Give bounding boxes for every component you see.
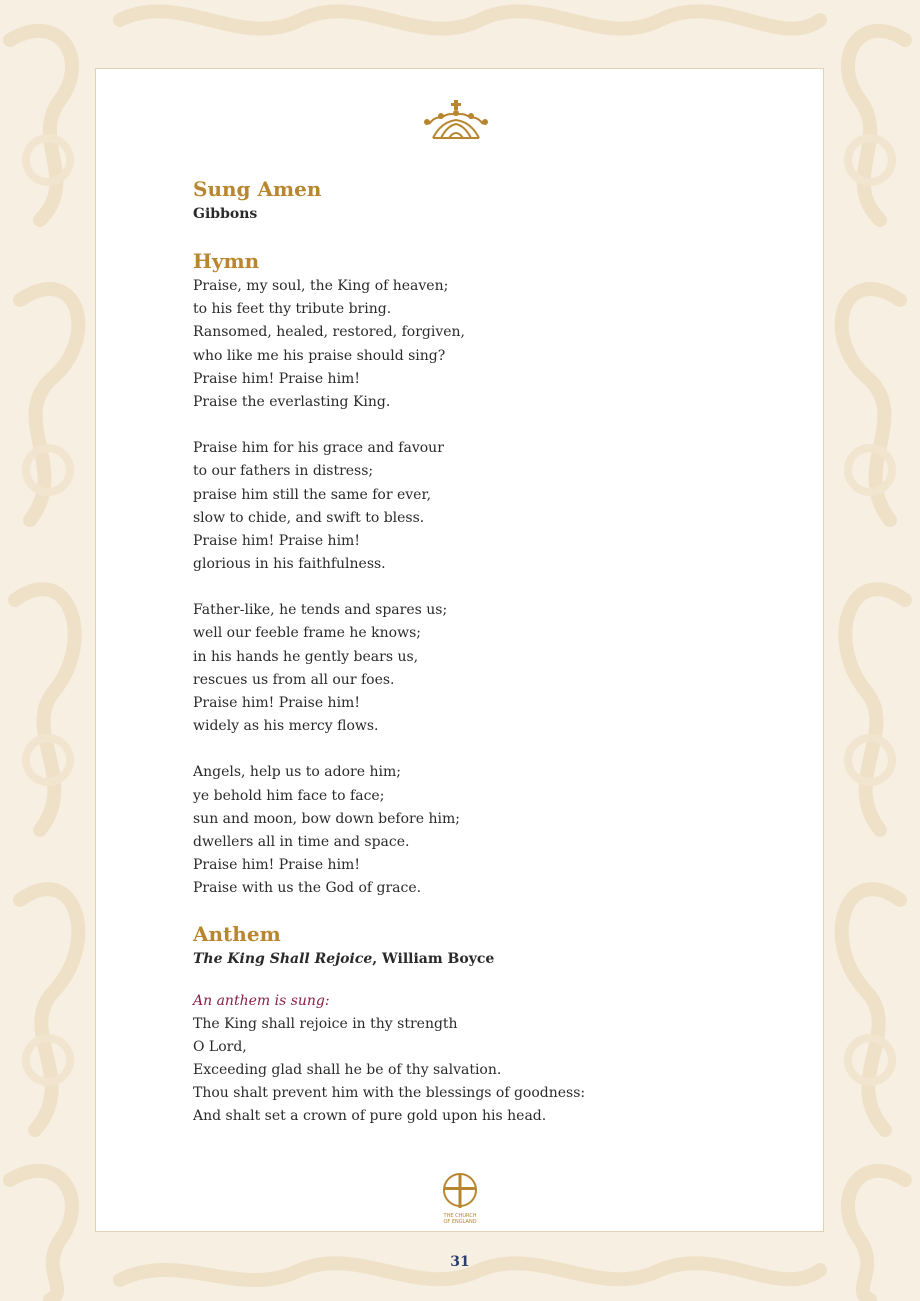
anthem-line: The King shall rejoice in thy strength	[193, 1015, 458, 1032]
anthem-composer: , William Boyce	[372, 950, 495, 967]
hymn-stanza	[193, 275, 793, 414]
anthem-line: Exceeding glad shall he be of thy salvation.	[193, 1061, 502, 1078]
hymn-line: sun and moon, bow down before him;	[193, 810, 460, 827]
anthem-line: And shalt set a crown of pure gold upon his head.	[193, 1108, 547, 1125]
anthem-work-title: The King Shall Rejoice	[193, 950, 373, 967]
hymn-stanza	[193, 437, 793, 576]
hymn-line: Angels, help us to adore him;	[193, 764, 401, 781]
hymn-line: ye behold him face to face;	[193, 787, 385, 804]
hymn-line: praise him still the same for ever,	[193, 486, 432, 503]
anthem-line: O Lord,	[193, 1038, 247, 1055]
hymn-line: Father-like, he tends and spares us;	[193, 602, 448, 619]
hymn-text	[193, 275, 793, 901]
hymn-line: Praise the everlasting King.	[193, 393, 391, 410]
hymn-line: Praise him! Praise him!	[193, 857, 360, 874]
sung-amen-composer: Gibbons	[193, 206, 258, 222]
anthem-text	[193, 1013, 793, 1129]
hymn-line: who like me his praise should sing?	[193, 347, 446, 364]
anthem-credit	[193, 948, 793, 970]
hymn-stanza	[193, 599, 793, 738]
crown-icon	[423, 98, 489, 142]
logo-text-line2: OF ENGLAND	[443, 1219, 477, 1225]
hymn-line: glorious in his faithfulness.	[193, 556, 386, 573]
anthem-line: Thou shalt prevent him with the blessings of goodness:	[193, 1085, 586, 1102]
church-of-england-logo-icon	[440, 1172, 480, 1228]
hymn-line: to his feet thy tribute bring.	[193, 301, 392, 318]
hymn-line: dwellers all in time and space.	[193, 833, 410, 850]
hymn-line: Praise, my soul, the King of heaven;	[193, 278, 449, 294]
anthem-rubric: An anthem is sung:	[193, 992, 330, 1009]
hymn-line: Praise with us the God of grace.	[193, 880, 422, 897]
hymn-stanza	[193, 761, 793, 900]
hymn-line: Ransomed, healed, restored, forgiven,	[193, 324, 465, 341]
hymn-line: rescues us from all our foes.	[193, 671, 395, 688]
hymn-line: Praise him! Praise him!	[193, 532, 360, 549]
hymn-line: slow to chide, and swift to bless.	[193, 509, 425, 526]
hymn-line: Praise him! Praise him!	[193, 695, 360, 711]
hymn-line: to our fathers in distress;	[193, 463, 374, 480]
hymn-line: widely as his mercy flows.	[193, 718, 379, 735]
logo-text-line1: THE CHURCH	[443, 1213, 477, 1219]
sung-amen-heading: Sung Amen	[193, 177, 322, 201]
hymn-line: Praise him! Praise him!	[193, 370, 360, 387]
hymn-heading: Hymn	[193, 249, 260, 273]
anthem-heading: Anthem	[193, 921, 281, 946]
hymn-line: well our feeble frame he knows;	[193, 625, 421, 642]
page-number: 31	[450, 1254, 470, 1270]
order-of-service-content	[193, 175, 793, 1128]
hymn-line: in his hands he gently bears us,	[193, 648, 419, 665]
hymn-line: Praise him for his grace and favour	[193, 440, 444, 457]
